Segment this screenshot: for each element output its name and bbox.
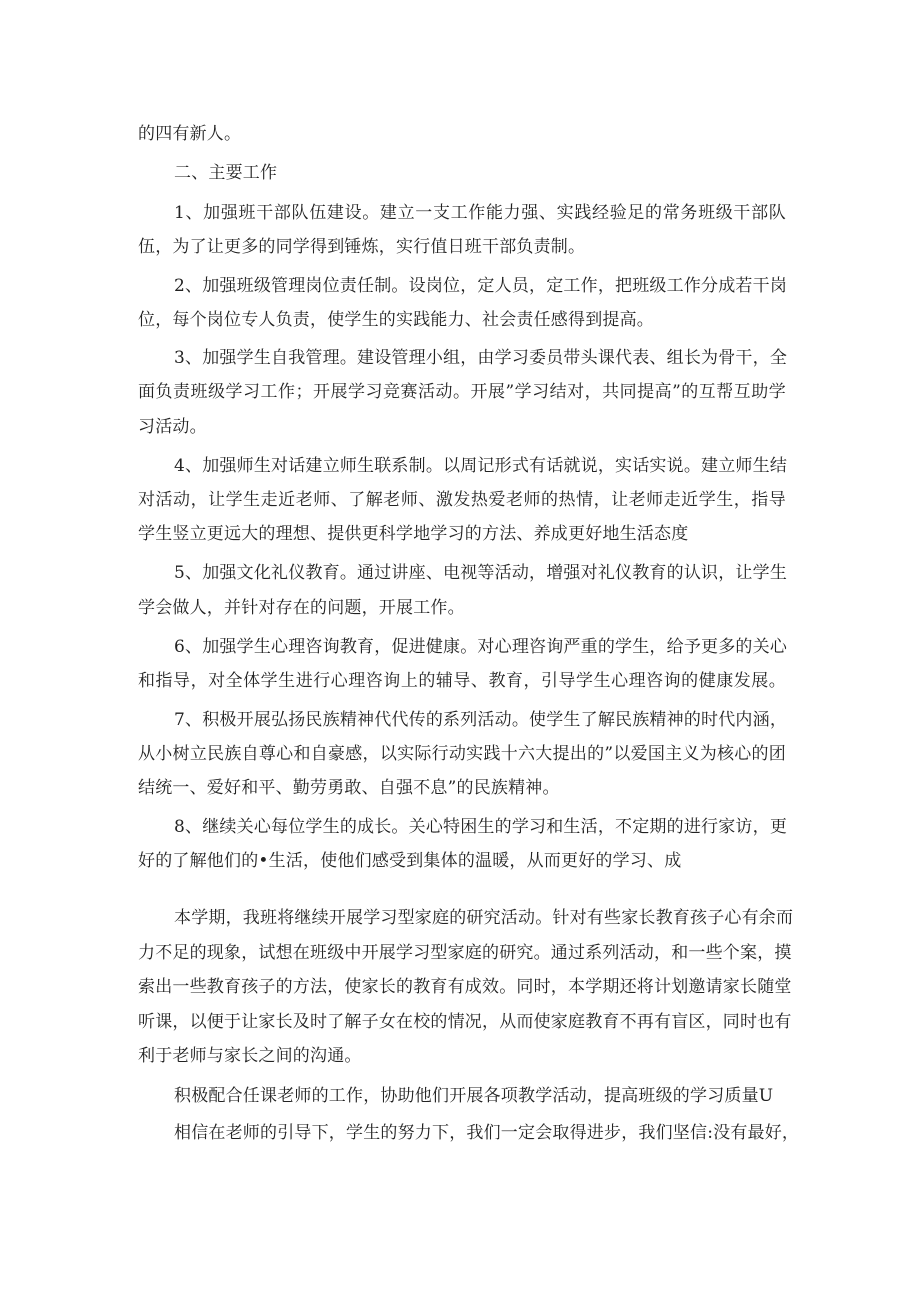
text-line: 5、加强文化礼仪教育。通过讲座、电视等活动，增强对礼仪教育的认识，让学生: [174, 563, 788, 583]
text-line: 3、加强学生自我管理。建设管理小组，由学习委员带头课代表、组长为骨干，全: [174, 348, 788, 368]
text-line: 1、加强班干部队伍建设。建立一支工作能力强、实践经验足的常务班级干部队: [174, 203, 786, 223]
text-line: 伍，为了让更多的同学得到锤炼，实行值日班干部负责制。: [138, 237, 586, 257]
text-line: 结统一、爱好和平、勤劳勇敢、自强不息”的民族精神。: [138, 778, 560, 798]
text-line: 学会做人，并针对存在的问题，开展工作。: [138, 598, 465, 618]
text-line: 习活动。: [138, 417, 207, 437]
text-line: 和指导，对全体学生进行心理咨询上的辅导、教育，引导学生心理咨询的健康发展。: [138, 671, 786, 691]
text-line: 相信在老师的引导下，学生的努力下，我们一定会取得进步，我们坚信:没有最好，: [174, 1123, 800, 1143]
text-line: 利于老师与家长之间的沟通。: [138, 1046, 362, 1066]
text-line: 积极配合任课老师的工作，协助他们开展各项教学活动，提高班级的学习质量U: [174, 1086, 774, 1106]
text-line: 4、加强师生对话建立师生联系制。以周记形式有话就说，实话实说。建立师生结: [174, 456, 788, 476]
text-line: 力不足的现象，试想在班级中开展学习型家庭的研究。通过系列活动，和一些个案，摸: [138, 943, 792, 963]
text-line: 2、加强班级管理岗位责任制。设岗位，定人员，定工作，把班级工作分成若干岗: [174, 276, 788, 296]
text-line: 好的了解他们的•生活，使他们感受到集体的温暖，从而更好的学习、成: [138, 851, 682, 871]
text-line: 本学期，我班将继续开展学习型家庭的研究活动。针对有些家长教育孩子心有余而: [174, 908, 794, 928]
text-line: 面负责班级学习工作；开展学习竞赛活动。开展”学习结对，共同提高”的互帮互助学: [138, 382, 786, 402]
text-line: 听课，以便于让家长及时了解子女在校的情况，从而使家庭教育不再有盲区，同时也有: [138, 1012, 792, 1032]
text-line: 学生竖立更远大的理想、提供更科学地学习的方法、养成更好地生活态度: [138, 524, 689, 544]
section-heading: 二、主要工作: [174, 163, 278, 183]
text-line: 的四有新人。: [138, 124, 242, 144]
text-line: 8、继续关心每位学生的成长。关心特困生的学习和生活，不定期的进行家访，更: [174, 817, 788, 837]
text-line: 位，每个岗位专人负责，使学生的实践能力、社会责任感得到提高。: [138, 310, 654, 330]
text-line: 6、加强学生心理咨询教育，促进健康。对心理咨询严重的学生，给予更多的关心: [174, 637, 788, 657]
text-line: 索出一些教育孩子的方法，使家长的教育有成效。同时，本学期还将计划邀请家长随堂: [138, 977, 792, 997]
text-line: 对活动，让学生走近老师、了解老师、激发热爱老师的热情，让老师走近学生，指导: [138, 490, 786, 510]
document-page: [138, 0, 800, 1302]
text-line: 从小树立民族自尊心和自豪感，以实际行动实践十六大提出的”以爱国主义为核心的团: [138, 744, 786, 764]
text-line: 7、积极开展弘扬民族精神代代传的系列活动。使学生了解民族精神的时代内涵，: [174, 710, 788, 730]
